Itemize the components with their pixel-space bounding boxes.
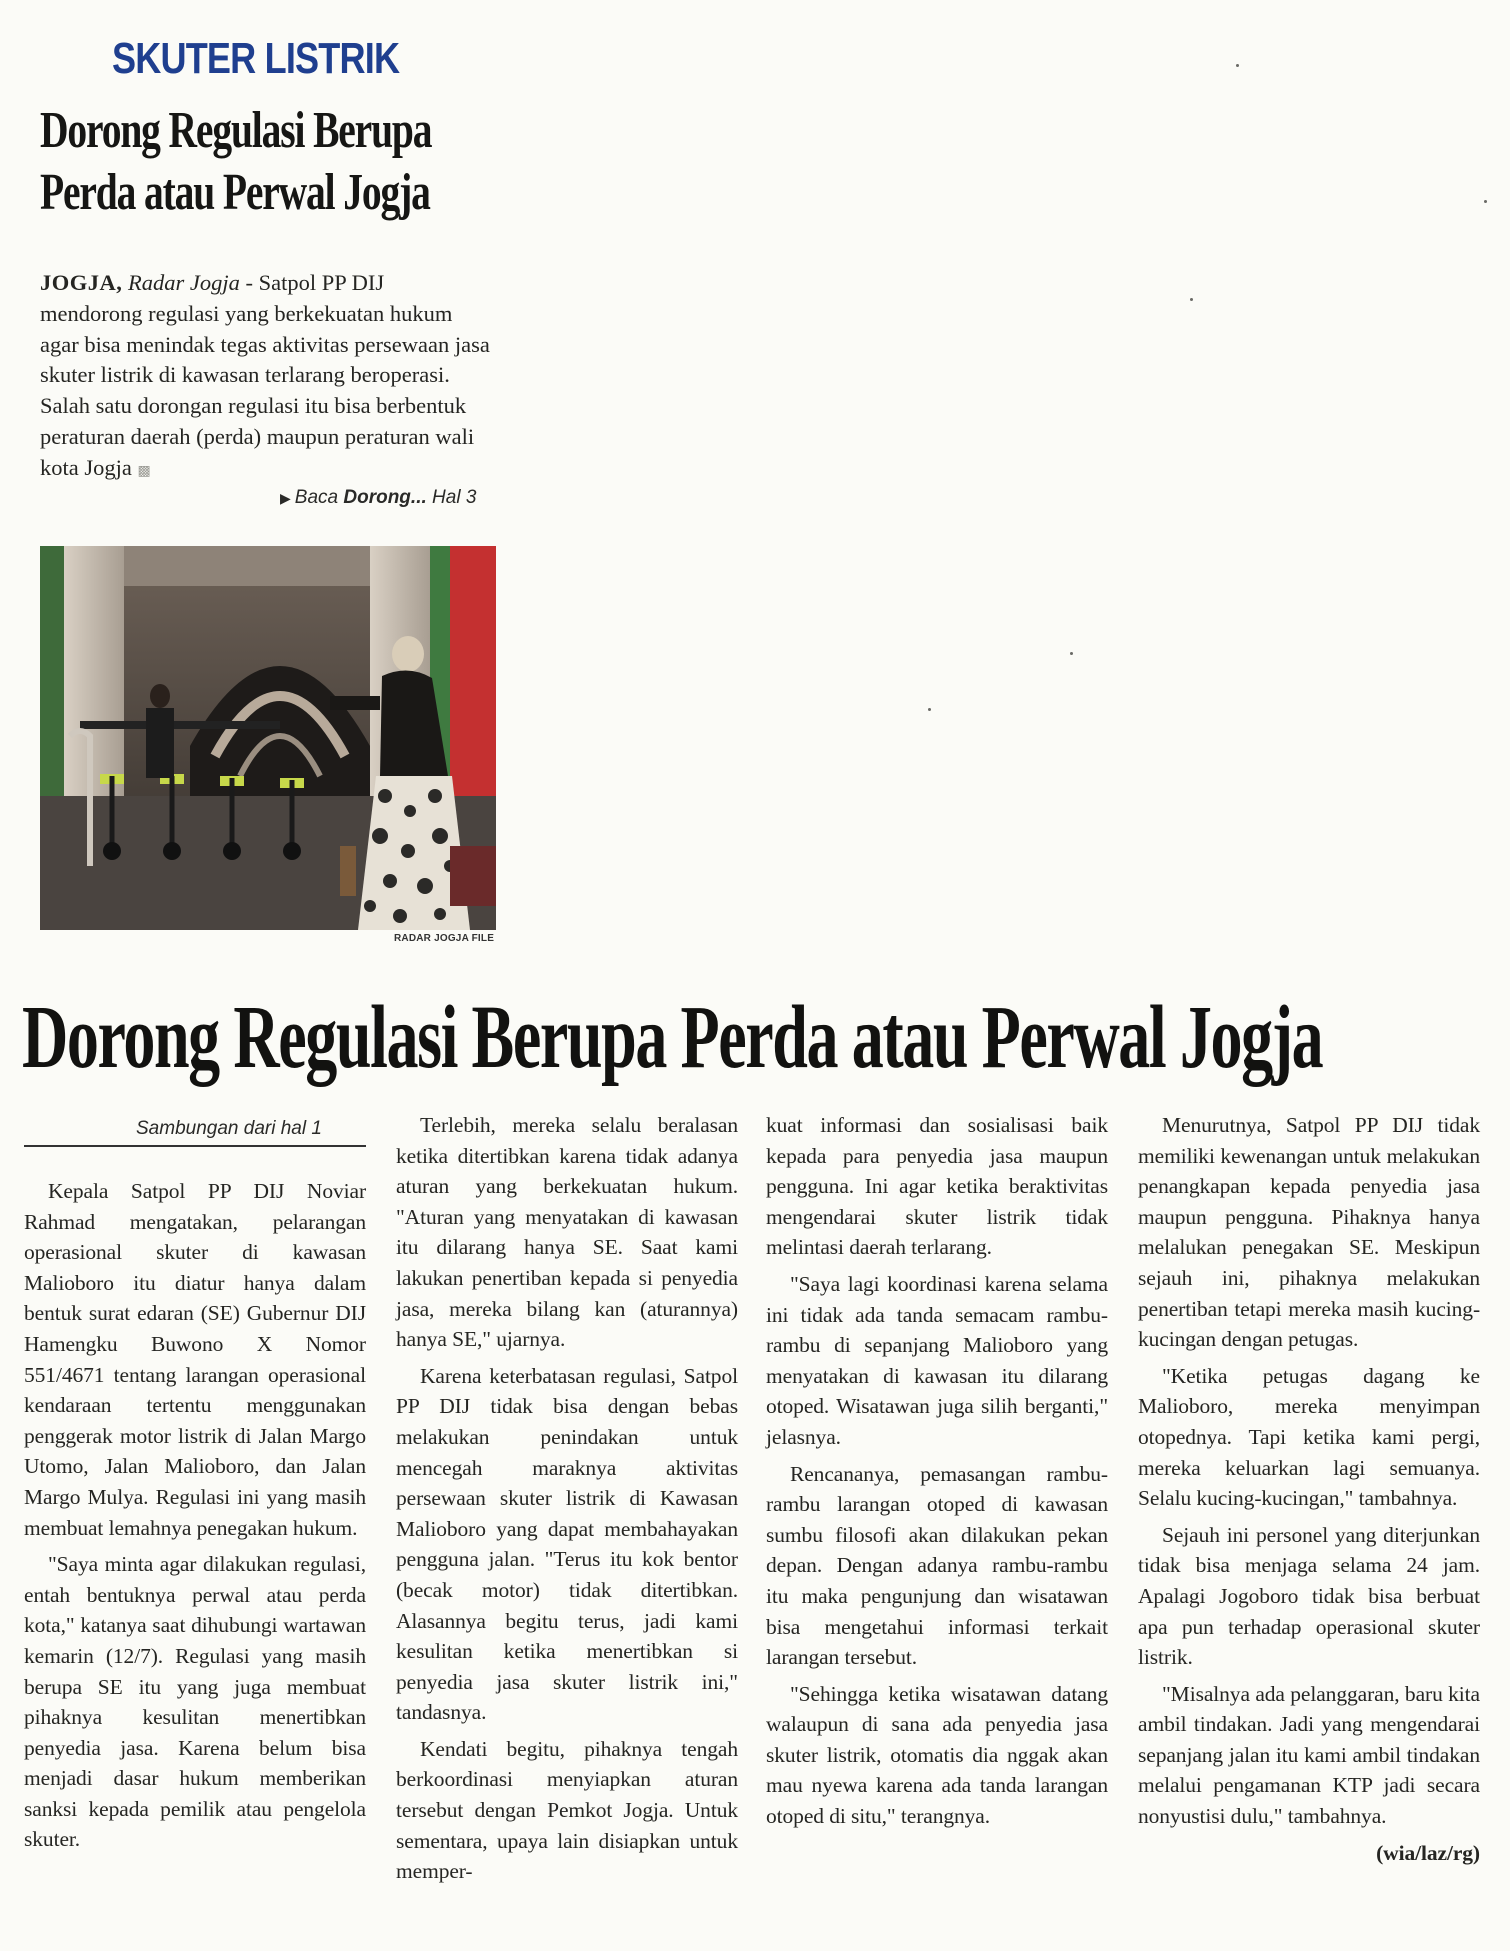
print-speck bbox=[928, 708, 931, 711]
paragraph: Kepala Satpol PP DIJ Noviar Rahmad mengatakan, pelarangan operasional skuter di kawasan Malioboro itu diatur hanya dalam bentuk surat edaran (SE) Gubernur DIJ Hamengku Buwono X Nomor 551/4671 tentang larangan operasional kendaraan tertentu menggunakan penggerak motor listrik di Jalan Margo Utomo, Jalan Malioboro, dan Jalan Margo Mulya. Regulasi ini yang masih membuat lemahnya penegakan hukum. bbox=[24, 1179, 366, 1540]
end-mark: ▩ bbox=[137, 463, 151, 479]
paragraph: Rencananya, pemasangan rambu-rambu larangan otoped di kawasan sumbu filosofi akan dilakukan pekan depan. Dengan adanya rambu-rambu itu maka pengunjung dan wisatawan bisa mengetahui informasi terkait larangan tersebut. bbox=[766, 1461, 1108, 1670]
print-speck bbox=[1236, 64, 1239, 67]
print-speck bbox=[1190, 298, 1193, 301]
continue-page: Hal 3 bbox=[426, 487, 477, 508]
play-arrow-icon: ▶ bbox=[280, 490, 291, 506]
article-column-3 bbox=[766, 1110, 1108, 1838]
continuation-note: Sambungan dari hal 1 bbox=[136, 1118, 322, 1139]
paragraph: Kendati begitu, pihaknya tengah berkoordinasi menyiapkan aturan tersebut dengan Pemkot Jogja. Untuk sementara, upaya lain disiapkan untuk memper- bbox=[396, 1736, 738, 1884]
photo-credit: RADAR JOGJA FILE bbox=[394, 933, 495, 944]
paragraph: Karena keterbatasan regulasi, Satpol PP DIJ tidak bisa dengan bebas melakukan penindakan untuk mencegah maraknya aktivitas persewaan skuter listrik di Kawasan Malioboro yang dapat membahayakan pengguna jalan. "Terus itu kok bentor (becak motor) tidak ditertibkan. Alasannya begitu terus, jadi kami kesulitan ketika menertibkan si penyedia jasa skuter listrik ini," tandasnya. bbox=[396, 1363, 738, 1725]
byline: (wia/laz/rg) bbox=[1376, 1840, 1480, 1865]
paragraph: kuat informasi dan sosialisasi baik kepada para penyedia jasa maupun pengguna. Ini agar ketika beraktivitas mengendarai skuter listrik tidak melintasi daerah terlarang. bbox=[766, 1113, 1108, 1260]
paragraph: Menurutnya, Satpol PP DIJ tidak memiliki kewenangan untuk melakukan penangkapan kepada penyedia jasa maupun pengguna. Pihaknya hanya melalukan penegakan SE. Meskipun sejauh ini, pihaknya melakukan penertiban tetapi mereka masih kucing-kucingan dengan petugas. bbox=[1138, 1113, 1480, 1352]
article-column-4 bbox=[1138, 1110, 1480, 1874]
lead-paragraph bbox=[40, 268, 492, 488]
continuation-rule bbox=[24, 1145, 366, 1147]
paragraph: "Sehingga ketika wisatawan datang walaupun di sana ada penyedia jasa skuter listrik, otomatis dia nggak akan mau nyewa karena ada tanda larangan otoped di situ," terangnya. bbox=[766, 1681, 1108, 1829]
article-column-1 bbox=[24, 1176, 366, 1861]
paragraph: "Misalnya ada pelanggaran, baru kita ambil tindakan. Jadi yang mengendarai sepanjang jalan itu kami ambil tindakan melalui pengamanan KTP jadi secara nonyustisi dulu," tambahnya. bbox=[1138, 1681, 1480, 1829]
continue-reference[interactable] bbox=[280, 487, 476, 509]
paragraph: Sejauh ini personel yang diterjunkan tidak bisa menjaga selama 24 jam. Apalagi Jogoboro tidak bisa berbuat apa pun terhadap operasional skuter listrik. bbox=[1138, 1522, 1480, 1670]
dateline: JOGJA, bbox=[40, 270, 123, 295]
article-column-2 bbox=[396, 1110, 738, 1893]
jump-headline: Dorong Regulasi Berupa Perda atau Perwal Jogja bbox=[22, 988, 1323, 1087]
continue-prefix: Baca bbox=[294, 487, 344, 508]
news-source: Radar Jogja bbox=[128, 270, 240, 295]
paragraph: "Saya minta agar dilakukan regulasi, entah bentuknya perwal atau perda kota," katanya saat dihubungi wartawan kemarin (12/7). Regulasi yang masih berupa SE itu yang juga membuat pihaknya kesulitan menertibkan penyedia jasa. Karena belum bisa menjadi dasar hukum memberikan sanksi kepada pemilik atau pengelola skuter. bbox=[24, 1552, 366, 1852]
photo-scooters-malioboro bbox=[40, 546, 496, 930]
news-photo bbox=[40, 546, 496, 930]
front-headline: Dorong Regulasi Berupa Perda atau Perwal Jogja bbox=[40, 102, 432, 221]
print-speck bbox=[1070, 652, 1073, 655]
continue-teaser: Dorong... bbox=[343, 487, 427, 508]
paragraph: Terlebih, mereka selalu beralasan ketika ditertibkan karena tidak adanya aturan yang berkekuatan hukum. "Aturan yang menyatakan di kawasan itu dilarang hanya SE. Saat kami lakukan penertiban kepada si penyedia jasa, mereka bilang kan (aturannya) hanya SE," ujarnya. bbox=[396, 1113, 738, 1352]
paragraph: "Ketika petugas dagang ke Malioboro, mereka menyimpan otopednya. Tapi ketika kami pergi, mereka keluarkan lagi semuanya. Selalu kucing-kucingan," tambahnya. bbox=[1138, 1363, 1480, 1511]
lead-text: - Satpol PP DIJ mendorong regulasi yang berkekuatan hukum agar bisa menindak tegas aktivitas persewaan jasa skuter listrik di kawasan terlarang beroperasi. Salah satu dorongan regulasi itu bisa berbentuk peraturan daerah (perda) maupun peraturan wali kota Jogja bbox=[40, 270, 490, 480]
print-speck bbox=[1484, 200, 1487, 203]
paragraph: "Saya lagi koordinasi karena selama ini tidak ada tanda semacam rambu-rambu di sepanjang Malioboro yang menyatakan di kawasan itu dilarang otoped. Wisatawan juga silih berganti," jelasnya. bbox=[766, 1271, 1108, 1449]
section-kicker: SKUTER LISTRIK bbox=[112, 34, 400, 83]
